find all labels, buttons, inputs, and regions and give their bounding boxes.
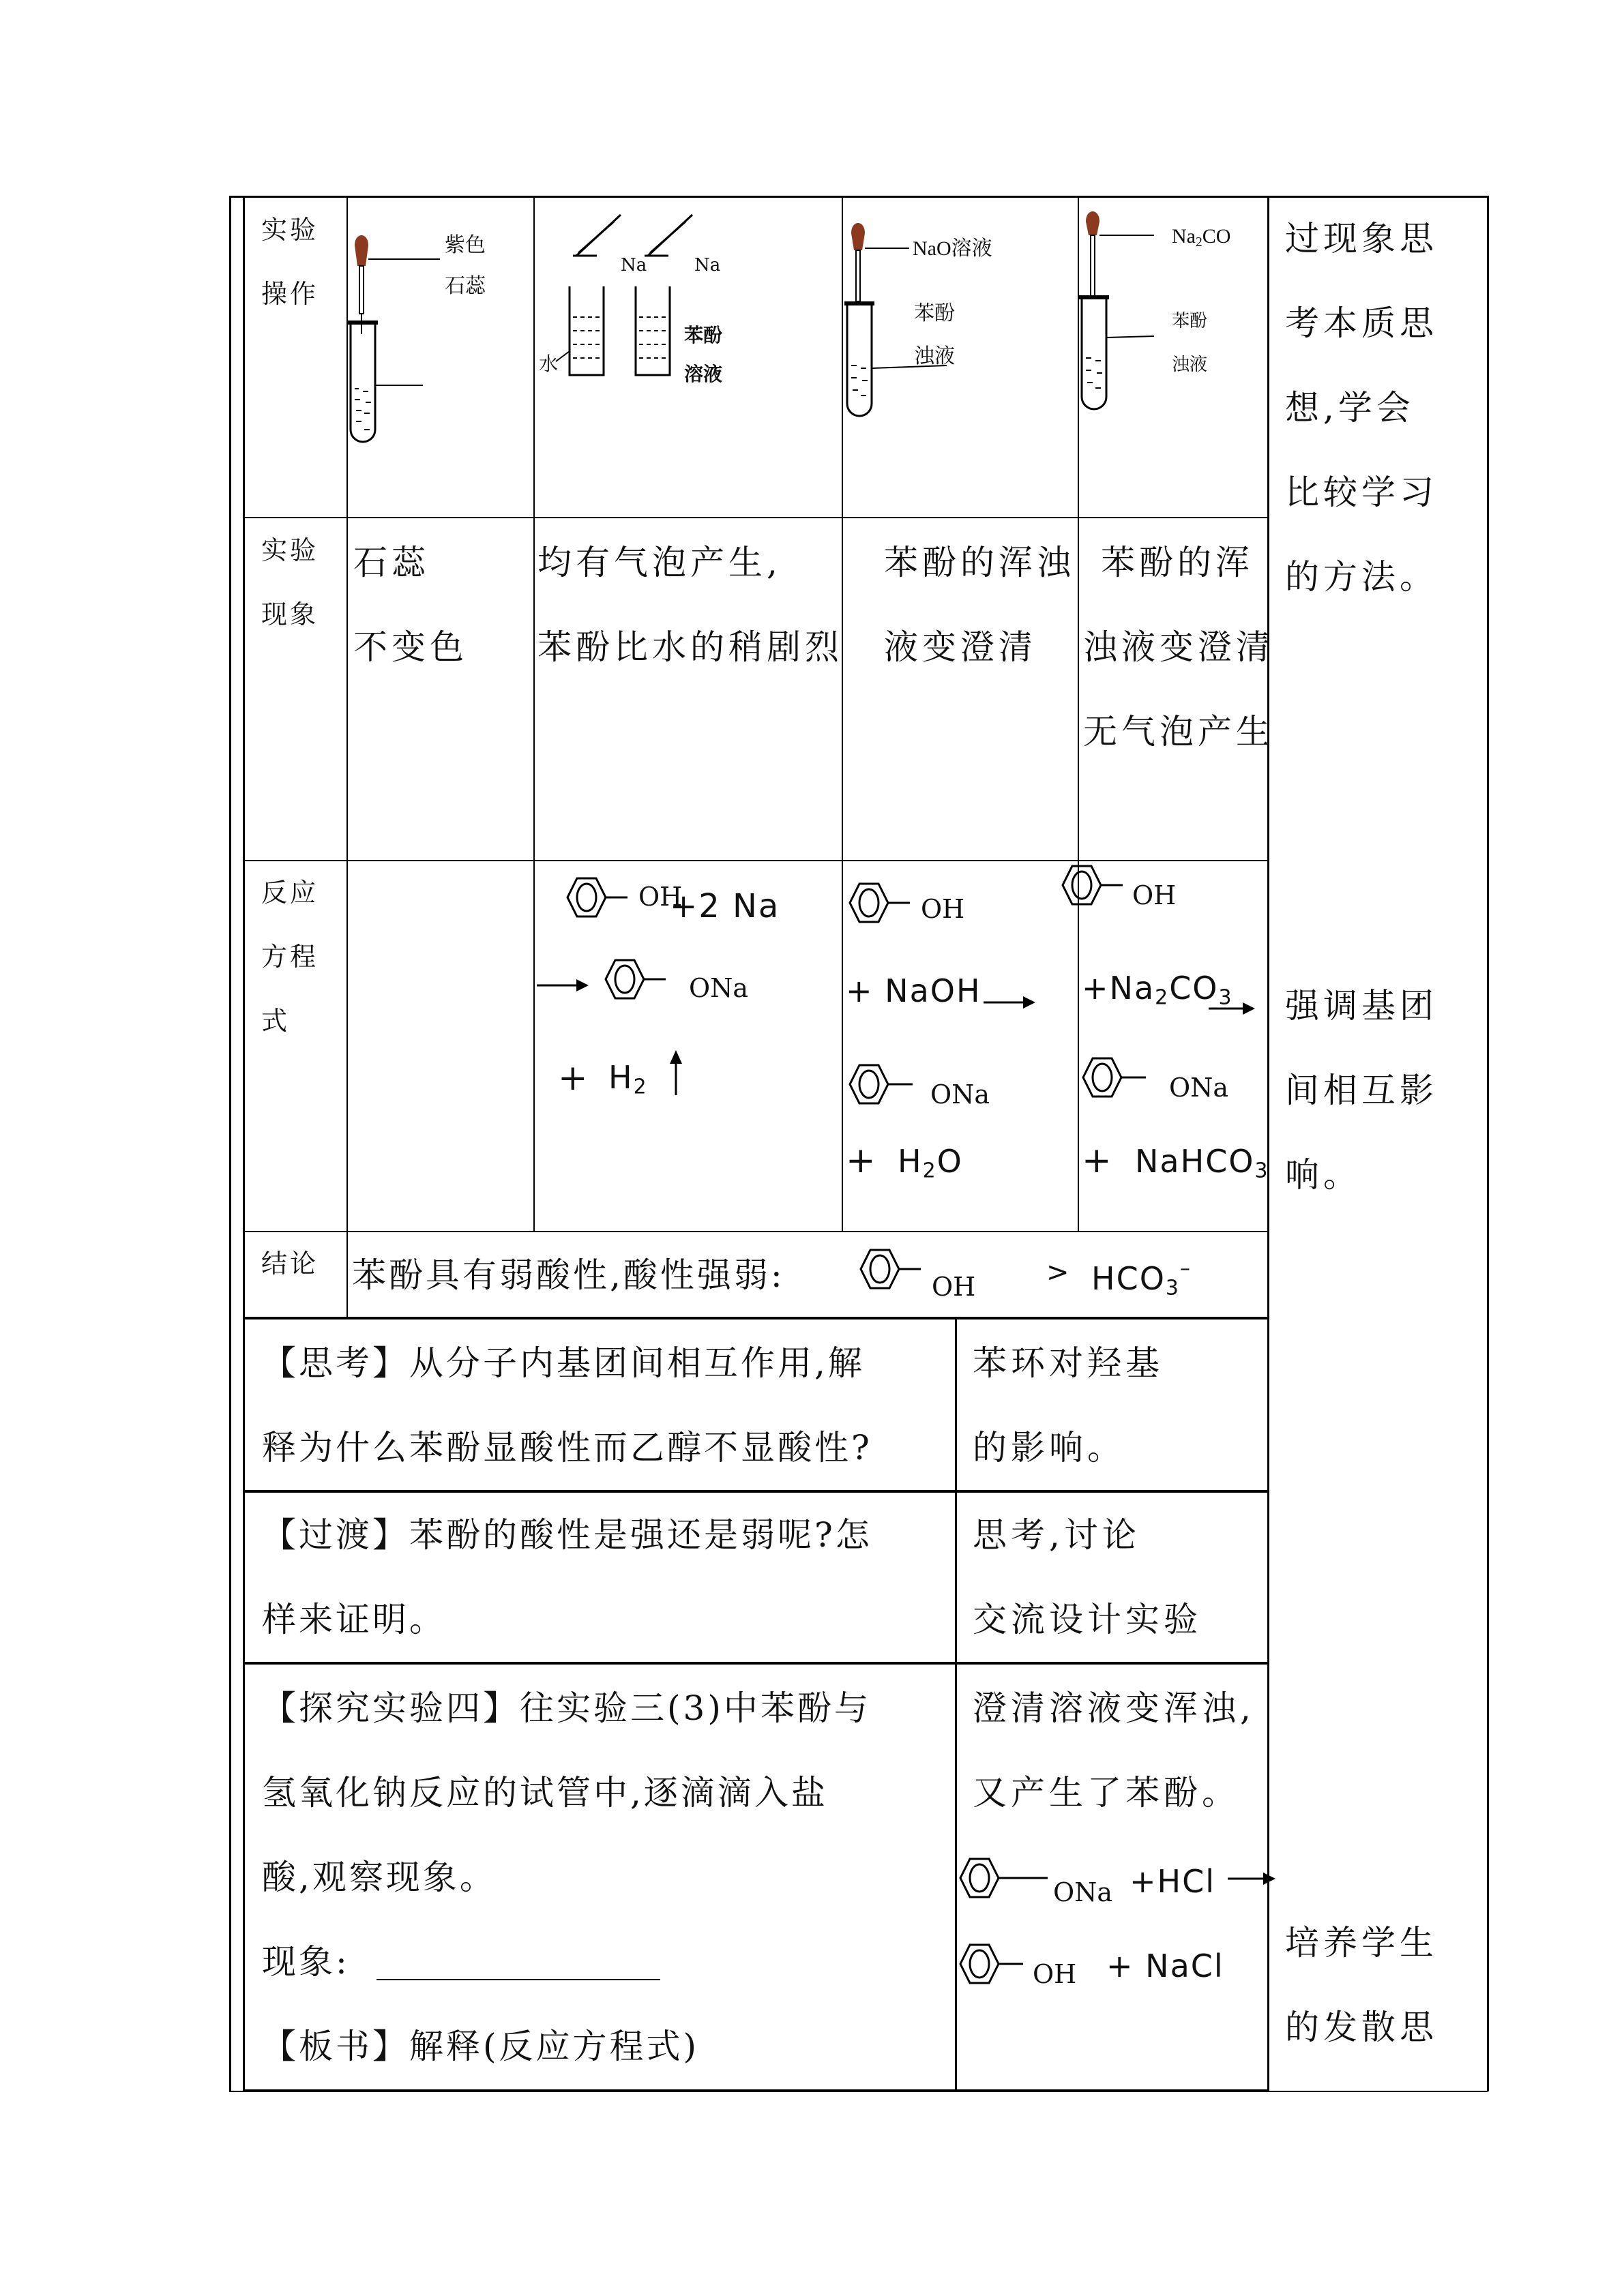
eq4-by-plus: + — [1082, 1140, 1113, 1181]
tube3-label-2: 苯酚 — [914, 302, 955, 325]
benzene-ring-icon — [1075, 1054, 1157, 1102]
eq3-reagent: + NaOH — [846, 972, 981, 1009]
label-equation-1: 反应 — [261, 878, 319, 908]
explore-eq2-product: + NaCl — [1106, 1948, 1224, 1984]
phenomenon-col1-line2: 不变色 — [353, 627, 468, 667]
note-top-2: 考本质思 — [1285, 303, 1438, 343]
explore-left-5: 【板书】解释(反应方程式) — [262, 2027, 700, 2066]
tube2-phenol-2: 溶液 — [684, 363, 723, 385]
eq4-byproduct: NaHCO$_3$ — [1135, 1143, 1269, 1183]
transition-right-1: 思考,讨论 — [973, 1515, 1140, 1555]
transition-left-2: 样来证明。 — [262, 1600, 446, 1639]
conclusion-anion: $HCO_3^-$ — [1091, 1257, 1192, 1300]
conclusion-oh: OH — [932, 1272, 976, 1302]
think-left-1: 【思考】从分子内基团间相互作用,解 — [262, 1343, 865, 1383]
col-sep-2 — [533, 196, 535, 1232]
note-top-5: 的方法。 — [1285, 557, 1438, 597]
explore-right-1: 澄清溶液变浑浊, — [973, 1688, 1255, 1728]
benzene-ring-icon — [842, 880, 917, 927]
benzene-ring-icon — [597, 956, 673, 1004]
row-sep-6 — [243, 1662, 1269, 1665]
note-middle-1: 强调基团 — [1285, 986, 1438, 1026]
tube2-na-b: Na — [694, 255, 721, 275]
test-tube-sodium-carbonate-illustration — [1079, 208, 1161, 413]
tube3-label-1: NaO溶液 — [913, 237, 992, 260]
label-conclusion: 结论 — [261, 1249, 319, 1279]
benzene-ring-icon — [842, 1061, 924, 1109]
phenomenon-col1-line1: 石蕊 — [353, 543, 430, 582]
tube4-label-2: 苯酚 — [1172, 311, 1208, 331]
eq3-water-plus: + — [846, 1140, 877, 1181]
outer-border-top — [229, 196, 1488, 198]
conclusion-gt: > — [1046, 1257, 1071, 1288]
explore-eq1-reagent: +HCl — [1130, 1863, 1216, 1900]
reaction-arrow-icon — [982, 992, 1037, 1013]
note-middle-2: 间相互影 — [1285, 1071, 1438, 1110]
phenomenon-col2-line1: 均有气泡产生, — [537, 543, 782, 582]
eq2-product: ONa — [689, 973, 749, 1003]
label-phenomenon-2: 现象 — [261, 599, 319, 629]
tube1-label-1: 紫色 — [445, 234, 486, 256]
row-sep-1 — [243, 517, 1269, 518]
explore-left-2: 氢氧化钠反应的试管中,逐滴滴入盐 — [262, 1773, 828, 1813]
note-top-4: 比较学习 — [1285, 473, 1438, 512]
benzene-ring-icon — [952, 1855, 1054, 1903]
outer-border-right — [1487, 196, 1489, 2091]
explore-eq1-sub: ONa — [1053, 1877, 1113, 1907]
note-bottom-2: 的发散思 — [1285, 2008, 1438, 2047]
tube3-label-3: 浊液 — [914, 345, 955, 368]
row-sep-3 — [243, 1231, 1269, 1232]
explore-right-2: 又产生了苯酚。 — [973, 1773, 1240, 1813]
main-table-bottom — [243, 2089, 1269, 2092]
note-top-1: 过现象思 — [1285, 219, 1438, 258]
conclusion-text: 苯酚具有弱酸性,酸性强弱: — [352, 1255, 785, 1295]
phenomenon-col3-line1: 苯酚的浑浊 — [884, 543, 1075, 582]
eq3-water: $H_2O$ — [898, 1143, 963, 1183]
benzene-ring-icon — [952, 1941, 1034, 1988]
inner-border-left — [243, 196, 245, 2091]
eq2-gas-plus: + — [558, 1058, 589, 1099]
tube2-phenol-1: 苯酚 — [684, 324, 723, 346]
phenomenon-col2-line2: 苯酚比水的稍剧烈 — [537, 627, 843, 667]
eq2-gas: $H_2$ — [608, 1059, 648, 1099]
benzene-ring-icon — [1054, 862, 1130, 910]
label-equation-3: 式 — [261, 1006, 291, 1036]
explore-eq2-sub: OH — [1033, 1959, 1077, 1989]
row-sep-4 — [243, 1317, 1269, 1320]
eq4-oh: OH — [1132, 880, 1177, 910]
phenomenon-col4-line2: 浊液变澄清 — [1083, 627, 1274, 667]
label-phenomenon-1: 实验 — [261, 535, 319, 565]
benzene-ring-icon — [559, 874, 634, 922]
eq3-product: ONa — [930, 1079, 990, 1109]
eq2-reagent: +2 Na — [670, 887, 780, 925]
gas-up-arrow-icon — [666, 1049, 686, 1097]
reaction-arrow-icon — [535, 975, 590, 996]
label-equation-2: 方程 — [261, 942, 319, 972]
think-left-2: 释为什么苯酚显酸性而乙醇不显酸性? — [262, 1428, 872, 1467]
reaction-arrow-icon — [1226, 1868, 1277, 1889]
eq4-reagent: $+Na_2CO_3$ — [1082, 970, 1233, 1010]
eq3-oh: OH — [921, 894, 965, 924]
explore-left-3: 酸,观察现象。 — [262, 1858, 497, 1897]
tube1-label-2: 石蕊 — [445, 275, 486, 297]
note-bottom-1: 培养学生 — [1285, 1923, 1438, 1963]
explore-left-4: 现象: — [262, 1942, 350, 1982]
think-right-2: 的影响。 — [973, 1428, 1125, 1467]
eq2-oh: OH — [638, 882, 683, 912]
transition-left-1: 【过渡】苯酚的酸性是强还是弱呢?怎 — [262, 1515, 872, 1555]
outer-border-left — [229, 196, 231, 2091]
tube4-label-3: 浊液 — [1172, 355, 1208, 374]
think-right-1: 苯环对羟基 — [973, 1343, 1164, 1383]
note-top-3: 想,学会 — [1285, 388, 1415, 428]
tube2-na-a: Na — [621, 255, 647, 275]
phenomenon-col4-line3: 无气泡产生 — [1083, 712, 1274, 751]
transition-right-2: 交流设计实验 — [973, 1600, 1202, 1639]
phenomenon-col3-line2: 液变澄清 — [884, 627, 1037, 667]
benzene-ring-icon — [853, 1246, 928, 1294]
phenomenon-col4-line1: 苯酚的浑 — [1101, 543, 1254, 582]
reaction-arrow-icon — [1207, 998, 1256, 1019]
phenomenon-blank-line[interactable] — [377, 1979, 660, 1980]
eq4-product: ONa — [1169, 1073, 1229, 1103]
row-sep-5 — [243, 1490, 1269, 1493]
label-operation-2: 操作 — [261, 279, 319, 309]
explore-left-1: 【探究实验四】往实验三(3)中苯酚与 — [262, 1688, 871, 1728]
notes-column-line — [1267, 196, 1269, 2091]
tube4-label-1: $Na_2CO$ — [1172, 225, 1231, 250]
label-operation-1: 实验 — [261, 215, 319, 245]
tube2-water: 水 — [539, 353, 559, 375]
row-sep-2 — [243, 860, 1269, 861]
test-tube-litmus-illustration — [348, 232, 430, 443]
note-middle-3: 响。 — [1285, 1155, 1361, 1195]
